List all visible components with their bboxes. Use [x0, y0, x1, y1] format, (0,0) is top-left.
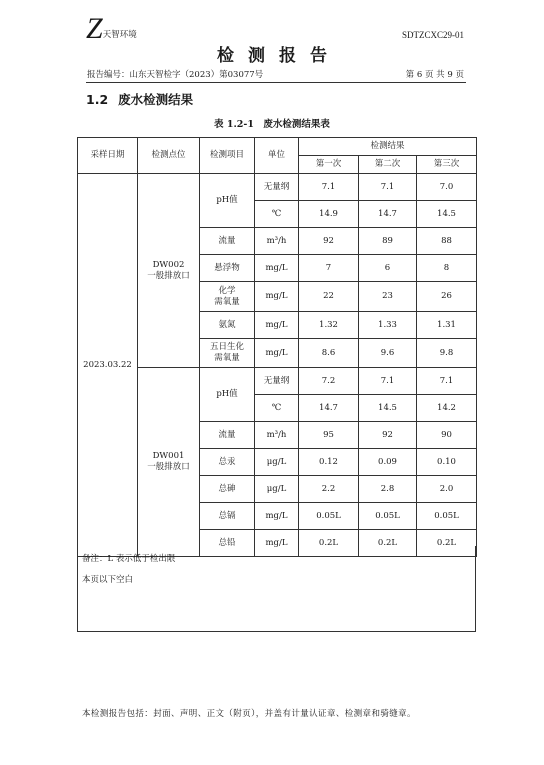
result-cell: 7.1 [299, 174, 359, 201]
result-cell: 23 [359, 282, 417, 312]
point-code: DW001 [152, 451, 185, 461]
unit-cell: mg/L [255, 339, 299, 368]
header-point: 检测点位 [138, 138, 200, 174]
item-cell [200, 339, 255, 368]
header-result-2: 第二次 [359, 156, 417, 174]
point-cell [138, 368, 200, 557]
item-cell: 流量 [200, 422, 255, 449]
header-item: 检测项目 [200, 138, 255, 174]
result-cell: 0.2L [417, 530, 477, 557]
blank-note: 本页以下空白 [82, 575, 134, 585]
result-cell: 89 [359, 228, 417, 255]
unit-cell: ℃ [255, 201, 299, 228]
result-cell: 0.10 [417, 449, 477, 476]
item-line: 需氧量 [214, 296, 240, 307]
result-cell: 0.05L [359, 503, 417, 530]
item-line: 需氧量 [214, 353, 240, 363]
result-cell: 0.12 [299, 449, 359, 476]
unit-cell: mg/L [255, 530, 299, 557]
result-cell: 2.2 [299, 476, 359, 503]
result-cell: 7.1 [359, 368, 417, 395]
item-cell: 悬浮物 [200, 255, 255, 282]
item-cell: pH值 [200, 174, 255, 228]
result-cell: 0.09 [359, 449, 417, 476]
point-sub: 一般排放口 [147, 270, 190, 281]
result-cell: 14.7 [299, 395, 359, 422]
result-cell: 90 [417, 422, 477, 449]
item-line: 五日生化 [209, 342, 244, 352]
table-row [78, 368, 477, 395]
sampling-date: 2023.03.22 [78, 174, 138, 557]
point-cell [138, 174, 200, 368]
header-unit: 单位 [255, 138, 299, 174]
result-cell: 26 [417, 282, 477, 312]
result-cell: 2.0 [417, 476, 477, 503]
result-cell: 95 [299, 422, 359, 449]
logo-mark: Z [86, 12, 101, 45]
result-cell: 7 [299, 255, 359, 282]
table-caption: 表 1.2-1 废水检测结果表 [214, 119, 330, 130]
page-info: 第 6 页 共 9 页 [405, 70, 464, 80]
item-cell: 流量 [200, 228, 255, 255]
result-cell: 14.9 [299, 201, 359, 228]
unit-cell: μg/L [255, 476, 299, 503]
notes-box [77, 546, 476, 632]
unit-cell: mg/L [255, 312, 299, 339]
item-cell: 总砷 [200, 476, 255, 503]
result-cell: 1.31 [417, 312, 477, 339]
results-table [77, 137, 477, 557]
header-divider [86, 82, 466, 83]
section-number: 1.2 [86, 92, 109, 107]
item-cell [200, 282, 255, 312]
point-sub: 一般排放口 [147, 462, 190, 472]
result-cell: 14.5 [417, 201, 477, 228]
result-cell: 7.1 [359, 174, 417, 201]
remark-text: 备注：L 表示低于检出限 [82, 554, 176, 564]
result-cell: 9.8 [417, 339, 477, 368]
point-code: DW002 [152, 259, 185, 270]
result-cell: 88 [417, 228, 477, 255]
header-result-1: 第一次 [299, 156, 359, 174]
item-cell: 总汞 [200, 449, 255, 476]
result-cell: 14.2 [417, 395, 477, 422]
result-cell: 1.33 [359, 312, 417, 339]
unit-cell: mg/L [255, 503, 299, 530]
footer-note: 本检测报告包括：封面、声明、正文（附页），并盖有计量认证章、检测章和骑缝章。 [82, 709, 416, 719]
result-cell: 6 [359, 255, 417, 282]
item-cell: pH值 [200, 368, 255, 422]
section-title: 废水检测结果 [118, 92, 194, 107]
header-date: 采样日期 [78, 138, 138, 174]
result-cell: 8 [417, 255, 477, 282]
unit-cell: m³/h [255, 228, 299, 255]
item-cell: 总镉 [200, 503, 255, 530]
result-cell: 2.8 [359, 476, 417, 503]
document-code: SDTZCXC29-01 [401, 30, 464, 40]
unit-cell: mg/L [255, 282, 299, 312]
item-cell: 氨氮 [200, 312, 255, 339]
report-title: 检测报告 [217, 46, 341, 66]
result-cell: 14.7 [359, 201, 417, 228]
item-line: 化学 [218, 285, 236, 296]
result-cell: 22 [299, 282, 359, 312]
report-info-line [87, 68, 464, 80]
result-cell: 7.2 [299, 368, 359, 395]
item-cell: 总铅 [200, 530, 255, 557]
unit-cell: 无量纲 [255, 174, 299, 201]
unit-cell: m³/h [255, 422, 299, 449]
company-logo [86, 14, 137, 44]
result-cell: 92 [359, 422, 417, 449]
result-cell: 0.05L [299, 503, 359, 530]
result-cell: 8.6 [299, 339, 359, 368]
header-results: 检测结果 [299, 138, 477, 156]
unit-cell: ℃ [255, 395, 299, 422]
unit-cell: 无量纲 [255, 368, 299, 395]
result-cell: 92 [299, 228, 359, 255]
result-cell: 7.0 [417, 174, 477, 201]
result-cell: 0.2L [299, 530, 359, 557]
result-cell: 9.6 [359, 339, 417, 368]
result-cell: 7.1 [417, 368, 477, 395]
section-heading [86, 90, 203, 108]
logo-company-name: 天智环境 [102, 30, 137, 40]
result-cell: 1.32 [299, 312, 359, 339]
result-cell: 0.2L [359, 530, 417, 557]
result-cell: 0.05L [417, 503, 477, 530]
report-number: 报告编号：山东天智检字（2023）第03077号 [87, 70, 264, 80]
header-result-3: 第三次 [417, 156, 477, 174]
unit-cell: μg/L [255, 449, 299, 476]
table-row [78, 174, 477, 201]
result-cell: 14.5 [359, 395, 417, 422]
unit-cell: mg/L [255, 255, 299, 282]
